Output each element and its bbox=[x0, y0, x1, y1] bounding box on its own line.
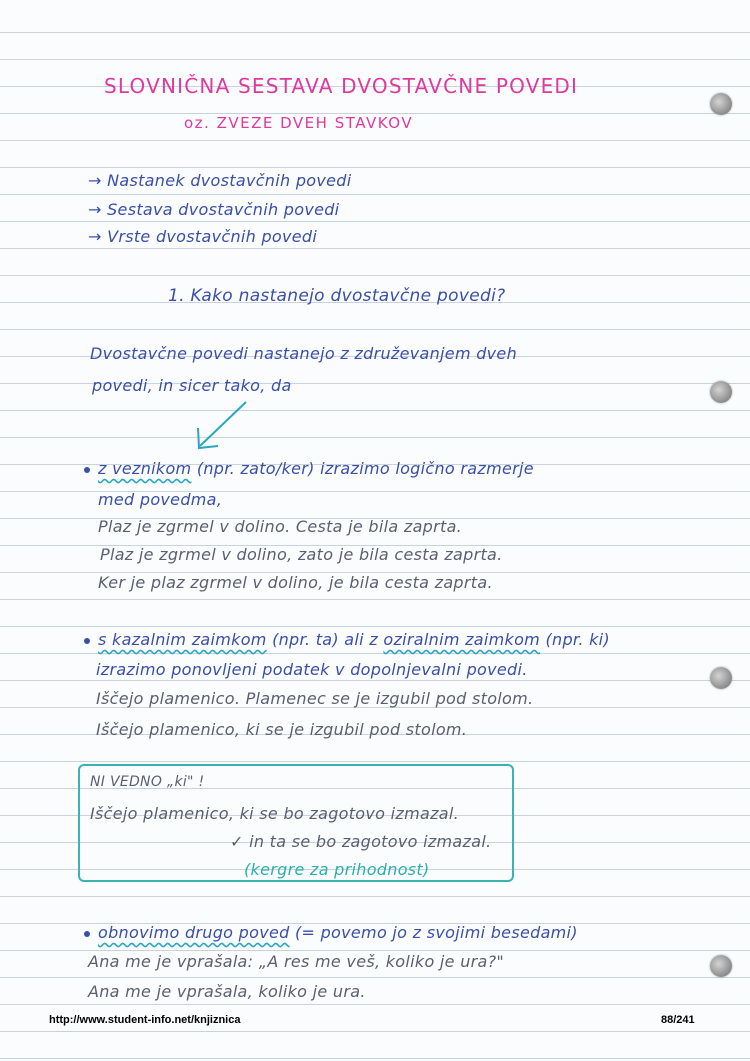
binder-hole-icon bbox=[710, 93, 732, 115]
bullet-text: (= povemo jo z svojimi besedami) bbox=[294, 923, 578, 942]
bullet-item bbox=[84, 459, 534, 478]
toc-item: → Nastanek dvostavčnih povedi bbox=[88, 171, 352, 190]
example-sentence: Plaz je zgrmel v dolino. Cesta je bila zaprta. bbox=[98, 517, 463, 536]
toc-item: → Vrste dvostavčnih povedi bbox=[88, 227, 318, 246]
bullet-text: (npr. zato/ker) izrazimo logično razmerje bbox=[196, 459, 534, 478]
bullet-text: izrazimo ponovljeni podatek v dopolnjevalni povedi. bbox=[96, 660, 528, 679]
bullet-dot-icon bbox=[84, 638, 90, 644]
section-heading: 1. Kako nastanejo dvostavčne povedi? bbox=[168, 286, 506, 306]
intro-text: Dvostavčne povedi nastanejo z združevanjem dveh bbox=[90, 344, 518, 363]
example-sentence: Ker je plaz zgrmel v dolino, je bila cesta zaprta. bbox=[98, 573, 493, 592]
bullet-keyword: s kazalnim zaimkom bbox=[98, 630, 267, 649]
bullet-text: (npr. ta) ali z bbox=[272, 630, 378, 649]
binder-hole-icon bbox=[710, 955, 732, 977]
bullet-dot-icon bbox=[84, 467, 90, 473]
toc-item: → Sestava dvostavčnih povedi bbox=[88, 200, 340, 219]
note-remark: (kergre za prihodnost) bbox=[244, 860, 430, 879]
page-subtitle: oz. ZVEZE DVEH STAVKOV bbox=[184, 114, 414, 132]
bullet-keyword: obnovimo drugo poved bbox=[98, 923, 290, 942]
footer-page-number: 88/241 bbox=[661, 1014, 695, 1026]
example-sentence: Plaz je zgrmel v dolino, zato je bila cesta zaprta. bbox=[100, 545, 503, 564]
binder-hole-icon bbox=[710, 381, 732, 403]
example-sentence: Ana me je vprašala: „A res me veš, koliko je ura?" bbox=[88, 952, 505, 971]
bullet-dot-icon bbox=[84, 931, 90, 937]
binder-hole-icon bbox=[710, 667, 732, 689]
example-sentence: Iščejo plamenico. Plamenec se je izgubil pod stolom. bbox=[96, 689, 534, 708]
note-example: Iščejo plamenico, ki se bo zagotovo izmazal. bbox=[90, 804, 460, 823]
footer-url: http://www.student-info.net/knjiznica bbox=[49, 1014, 241, 1026]
bullet-text: (npr. ki) bbox=[545, 630, 610, 649]
note-correction: ✓ in ta se bo zagotovo izmazal. bbox=[230, 832, 492, 851]
arrow-down-left-icon bbox=[190, 398, 250, 454]
example-sentence: Ana me je vprašala, koliko je ura. bbox=[88, 982, 366, 1001]
bullet-keyword: z veznikom bbox=[98, 459, 192, 478]
note-title: NI VEDNO „ki" ! bbox=[90, 774, 205, 790]
bullet-item bbox=[84, 923, 578, 942]
example-sentence: Iščejo plamenico, ki se je izgubil pod stolom. bbox=[96, 720, 468, 739]
bullet-item bbox=[84, 630, 610, 649]
bullet-keyword: oziralnim zaimkom bbox=[383, 630, 541, 649]
bullet-text: med povedma, bbox=[98, 490, 223, 509]
intro-text: povedi, in sicer tako, da bbox=[92, 376, 292, 395]
page-title: SLOVNIČNA SESTAVA DVOSTAVČNE POVEDI bbox=[104, 74, 579, 98]
